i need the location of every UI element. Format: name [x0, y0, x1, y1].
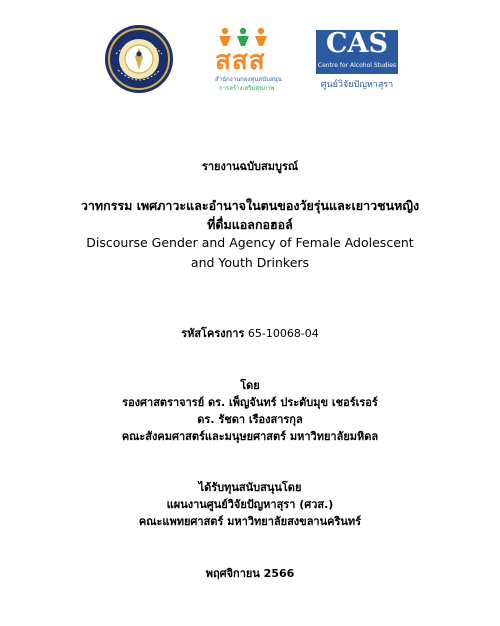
by-label: โดย [240, 379, 260, 392]
sss-wordmark: สสส [215, 46, 266, 76]
thaihealth-sss-logo [213, 26, 293, 96]
cas-logo [316, 30, 398, 94]
funder-1: แผนงานศูนย์วิจัยปัญหาสุรา (ศวส.) [166, 498, 334, 511]
cas-wordmark: CAS [326, 28, 388, 59]
author-2: ดร. รัชดา เรืองสารกุล [197, 413, 303, 426]
project-code-value: 65-10068-04 [247, 327, 319, 340]
author-affiliation: คณะสังคมศาสตร์และมนุษยศาสตร์ มหาวิทยาลัยมหิดล [121, 430, 379, 443]
cas-subtitle: Centre for Alcohol Studies [317, 62, 397, 69]
sss-subtitle-1: สำนักงานกองทุนสนับสนุน [215, 76, 282, 83]
report-date: พฤศจิกายน 2566 [205, 567, 295, 580]
title-english-line-2: and Youth Drinkers [190, 255, 310, 270]
funding-label: ได้รับทุนสนับสนุนโดย [198, 481, 302, 494]
author-1: รองศาสตราจารย์ ดร. เพ็ญจันทร์ ประดับมุข เชอร์เรอร์ [122, 396, 378, 409]
title-english-line-1: Discourse Gender and Agency of Female Adolescent [86, 235, 414, 250]
mahidol-university-seal-logo [104, 24, 174, 94]
sss-subtitle-2: การสร้างเสริมสุขภาพ [219, 85, 275, 92]
project-code-label: รหัสโครงการ [181, 327, 245, 340]
report-type: รายงานฉบับสมบูรณ์ [201, 160, 299, 173]
project-code-line [0, 324, 500, 342]
title-thai-line-2: ที่ดื่มแอลกอฮอล์ [207, 217, 293, 232]
cas-thai-name: ศูนย์วิจัยปัญหาสุรา [320, 80, 394, 90]
funder-2: คณะแพทยศาสตร์ มหาวิทยาลัยสงขลานครินทร์ [138, 515, 362, 528]
title-thai-line-1: วาทกรรม เพศภาวะและอำนาจในตนของวัยรุ่นและเยาวชนหญิง [80, 198, 420, 213]
